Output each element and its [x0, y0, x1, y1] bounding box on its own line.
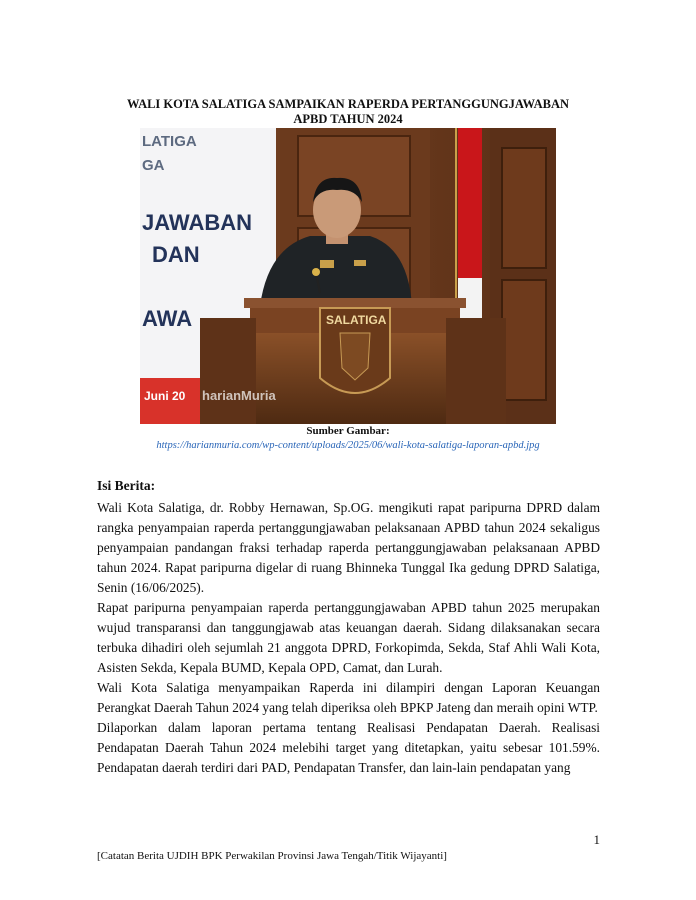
- article-body: [97, 476, 600, 778]
- banner-text-3: JAWABAN: [142, 210, 253, 235]
- title-line-1: WALI KOTA SALATIGA SAMPAIKAN RAPERDA PERTANGGUNGJAWABAN: [126, 97, 570, 111]
- watermark: harianMuria: [202, 388, 276, 403]
- banner-text-2: GA: [142, 157, 165, 174]
- paragraph-3: Wali Kota Salatiga menyampaikan Raperda ini dilampiri dengan Laporan Keuangan Perangkat Daerah Tahun 2024 yang telah diperiksa oleh BPKP Jateng dan meraih opini WTP.: [97, 680, 600, 715]
- page-number: 1: [593, 832, 600, 847]
- date-stamp: Juni 20: [144, 389, 186, 403]
- news-photo-illustration: [140, 128, 556, 424]
- banner-text-5: AWA: [142, 306, 193, 331]
- banner-text-4: DAN: [152, 242, 200, 267]
- banner-text-1: LATIGA: [142, 133, 197, 150]
- footer-note: [Catatan Berita UJDIH BPK Perwakilan Provinsi Jawa Tengah/Titik Wijayanti]: [97, 850, 447, 862]
- caption-url-link[interactable]: https://harianmuria.com/wp-content/uploads/2025/06/wali-kota-salatiga-laporan-apbd.jpg: [156, 440, 540, 451]
- lectern-text: SALATIGA: [326, 313, 387, 327]
- document-title: [90, 97, 606, 127]
- paragraph-4: Dilaporkan dalam laporan pertama tentang Realisasi Pendapatan Daerah. Realisasi Pendapatan Daerah Tahun 2024 melebihi target yang ditetapkan, yaitu sebesar 101.59%. Pendapatan daerah terdiri dari PAD, Pendapatan Transfer, dan lain-lain pendapatan yang: [97, 720, 600, 775]
- caption-label: Sumber Gambar:: [306, 425, 390, 437]
- paragraph-1: Wali Kota Salatiga, dr. Robby Hernawan, Sp.OG. mengikuti rapat paripurna DPRD dalam rangka penyampaian raperda pertanggungjawaban pelaksanaan APBD tahun 2024 sekaligus penyampaian pandangan fraksi terhadap raperda pertanggungjawaban pelaksanaan APBD tahun 2024. Rapat paripurna digelar di ruang Bhinneka Tunggal Ika gedung DPRD Salatiga, Senin (16/06/2025).: [97, 500, 600, 595]
- title-line-2: APBD TAHUN 2024: [293, 112, 403, 126]
- section-label: Isi Berita:: [97, 478, 156, 493]
- news-photo: [140, 128, 556, 424]
- paragraph-2: Rapat paripurna penyampaian raperda pertanggungjawaban APBD tahun 2025 merupakan wujud transparansi dan tanggungjawab atas keuangan daerah. Sidang dilaksanakan secara terbuka dihadiri oleh sejumlah 21 anggota DPRD, Forkopimda, Sekda, Staf Ahli Wali Kota, Asisten Sekda, Kepala BUMD, Kepala OPD, Camat, dan Lurah.: [97, 600, 600, 675]
